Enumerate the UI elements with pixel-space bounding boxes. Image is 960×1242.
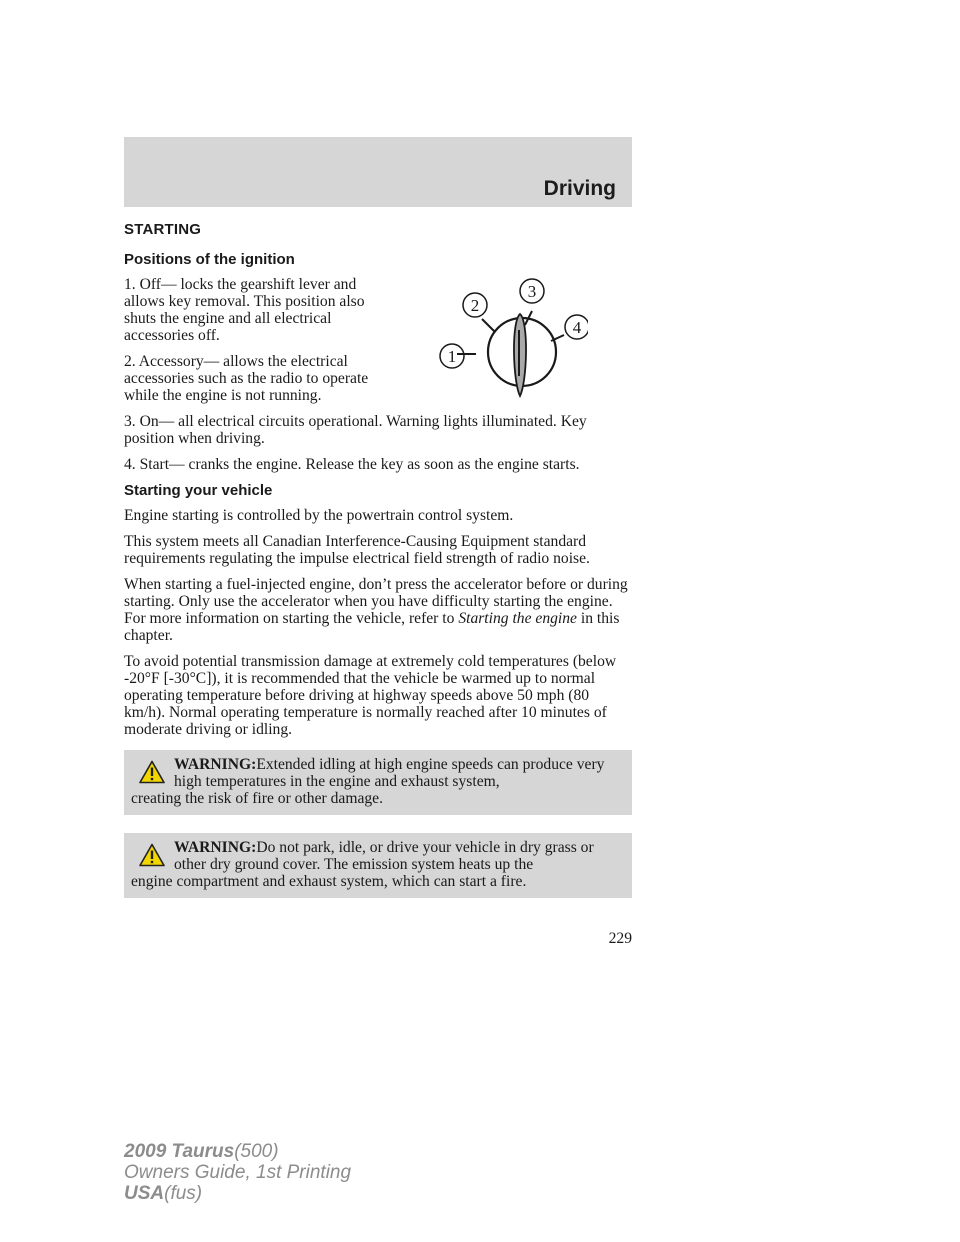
footer-line-2: Owners Guide, 1st Printing (124, 1162, 352, 1183)
paragraph-fuel-text: When starting a fuel-injected engine, don’t press the accelerator before or during starting. Only use the accelerator when you have difficulty starting the engine. For more information on starting the vehicle, refer to (124, 576, 628, 627)
page-number: 229 (608, 930, 632, 947)
paragraph-cold-temperature: To avoid potential transmission damage at extremely cold temperatures (below -20°F [-30°C]), it is recommended that the vehicle be warmed up to normal operating temperature before driving at highway speeds above 50 mph (80 km/h). Normal operating temperature is normally reached after 10 minutes of moderate driving or idling. (124, 653, 617, 738)
position-accessory: 2. Accessory— allows the electrical accessories such as the radio to operate while the engine is not running. (124, 353, 369, 404)
position-start: 4. Start— cranks the engine. Release the key as soon as the engine starts. (124, 456, 580, 473)
chapter-header (124, 137, 632, 207)
warning-box-dry-grass (124, 833, 632, 898)
paragraph-fuel-suffix: in this chapter. (124, 610, 620, 644)
footer-print-info (124, 1141, 351, 1204)
warning-text-idling: WARNING:Extended idling at high engine speeds can produce very high temperatures in the engine and exhaust system, (174, 756, 605, 790)
starting-engine-reference: Starting the engine (458, 610, 577, 627)
ignition-positions-diagram (428, 278, 588, 408)
position-off: 1. Off— locks the gearshift lever and allows key removal. This position also shuts the engine and all electrical accessories off. (124, 276, 365, 344)
paragraph-fuel-injected (124, 576, 632, 644)
paragraph-powertrain: Engine starting is controlled by the powertrain control system. (124, 507, 514, 524)
footer-line-1: 2009 Taurus(500) (124, 1141, 279, 1162)
position-on: 3. On— all electrical circuits operational. Warning lights illuminated. Key position when driving. (124, 413, 587, 447)
label-3: 3 (527, 282, 537, 301)
section-title-starting: STARTING (124, 221, 202, 238)
subsection-title-starting-vehicle: Starting your vehicle (124, 482, 273, 499)
warning-label: WARNING: (174, 839, 257, 856)
label-2: 2 (470, 296, 480, 315)
warning-text-idling-cont: creating the risk of fire or other damage. (131, 790, 383, 807)
warning-box-idling (124, 750, 632, 815)
warning-text-dry-grass-cont: engine compartment and exhaust system, which can start a fire. (131, 873, 527, 890)
warning-triangle-icon (139, 760, 165, 784)
chapter-title: Driving (543, 177, 616, 200)
subsection-title-positions: Positions of the ignition (124, 251, 295, 268)
warning-triangle-icon (139, 843, 165, 867)
label-4: 4 (572, 318, 582, 337)
paragraph-canadian: This system meets all Canadian Interference-Causing Equipment standard requirements regulating the impulse electrical field strength of radio noise. (124, 533, 590, 567)
tick-accessory (482, 319, 495, 332)
warning-text-dry-grass: WARNING:Do not park, idle, or drive your vehicle in dry grass or other dry ground cover. The emission system heats up the (174, 839, 594, 873)
label-1: 1 (447, 347, 457, 366)
warning-label: WARNING: (174, 756, 257, 773)
footer-line-3: USA(fus) (124, 1183, 203, 1204)
